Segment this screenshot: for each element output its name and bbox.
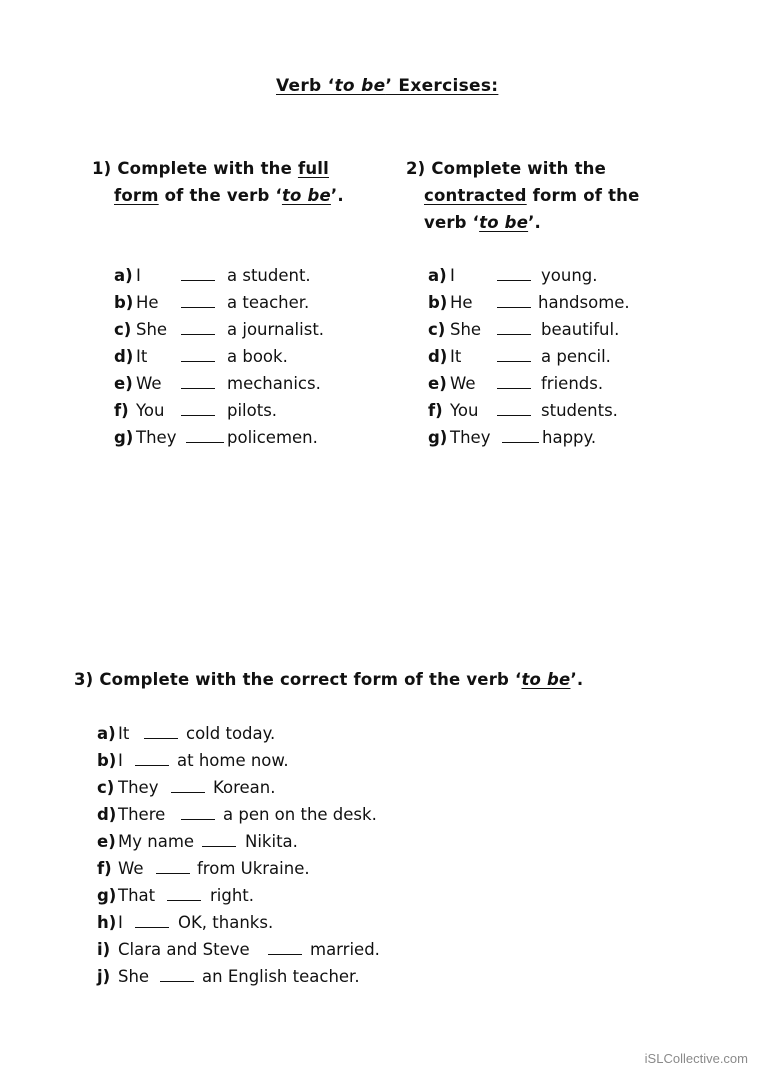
answer-blank[interactable] [181, 397, 215, 416]
item-rest: Nikita. [245, 832, 298, 851]
item-subject: I [118, 913, 123, 932]
answer-blank[interactable] [202, 828, 236, 847]
section1-line2-underlined: form [114, 186, 159, 205]
item-subject: My name [118, 832, 195, 851]
item-rest: right. [210, 886, 255, 905]
item-subject: It [118, 724, 130, 743]
answer-blank[interactable] [144, 720, 178, 739]
item-subject: Clara and Steve [118, 940, 250, 959]
item-subject: We [118, 859, 144, 878]
item-subject: He [450, 293, 473, 312]
item-letter: g) [97, 886, 117, 905]
answer-blank[interactable] [160, 963, 194, 982]
item-subject: It [450, 347, 462, 366]
item-letter: a) [428, 266, 447, 285]
item-rest: married. [310, 940, 380, 959]
item-rest: cold today. [186, 724, 276, 743]
item-letter: g) [428, 428, 448, 447]
answer-blank[interactable] [181, 262, 215, 281]
item-letter: f) [97, 859, 112, 878]
item-subject: They [136, 428, 177, 447]
item-rest: friends. [541, 374, 604, 393]
section2-line3-em: to be [479, 213, 529, 232]
watermark: iSLCollective.com [644, 1051, 748, 1066]
item-rest: beautiful. [541, 320, 620, 339]
item-subject: We [136, 374, 162, 393]
item-letter: c) [114, 320, 132, 339]
answer-blank[interactable] [497, 370, 531, 389]
answer-blank[interactable] [181, 343, 215, 362]
item-letter: f) [428, 401, 443, 420]
item-letter: b) [428, 293, 448, 312]
section1-line1-underlined: full [297, 159, 329, 178]
section2-number: 2) [406, 159, 426, 178]
section3-line-em: to be [521, 670, 571, 689]
item-subject: She [136, 320, 168, 339]
section2-line2-post: form of the [526, 186, 640, 205]
item-rest: a pen on the desk. [223, 805, 377, 824]
item-subject: There [118, 805, 166, 824]
item-rest: students. [541, 401, 618, 420]
answer-blank[interactable] [186, 424, 224, 443]
answer-blank[interactable] [181, 370, 215, 389]
item-subject: We [450, 374, 476, 393]
item-rest: mechanics. [227, 374, 321, 393]
title-text-em: to be [334, 76, 386, 96]
section3-line-pre: Complete with the correct form of the verb ‘ [99, 670, 522, 689]
title-text-post: ’ Exercises: [385, 76, 499, 96]
item-rest: from Ukraine. [197, 859, 310, 878]
item-rest: a teacher. [227, 293, 310, 312]
item-subject: I [118, 751, 123, 770]
item-rest: young. [541, 266, 598, 285]
item-letter: j) [97, 967, 111, 986]
answer-blank[interactable] [181, 316, 215, 335]
answer-blank[interactable] [181, 289, 215, 308]
answer-blank[interactable] [181, 801, 215, 820]
item-letter: b) [114, 293, 134, 312]
section2-line3-post: ’. [528, 213, 542, 232]
item-letter: e) [97, 832, 116, 851]
item-rest: pilots. [227, 401, 278, 420]
section1-instructions [92, 155, 344, 209]
item-subject: I [450, 266, 455, 285]
section2-line3-pre: verb ‘ [424, 213, 480, 232]
answer-blank[interactable] [497, 397, 531, 416]
item-rest: a book. [227, 347, 288, 366]
item-rest: policemen. [227, 428, 318, 447]
answer-blank[interactable] [156, 855, 190, 874]
item-rest: a student. [227, 266, 311, 285]
section3-number: 3) [74, 670, 94, 689]
item-letter: i) [97, 940, 111, 959]
section3-line-post: ’. [570, 670, 584, 689]
item-letter: a) [97, 724, 116, 743]
item-subject: He [136, 293, 159, 312]
section2-line2-underlined: contracted [424, 186, 527, 205]
section1-line2-post: ’. [330, 186, 344, 205]
section1-line2-mid: of the verb ‘ [158, 186, 282, 205]
item-letter: h) [97, 913, 117, 932]
item-rest: handsome. [538, 293, 630, 312]
item-letter: c) [428, 320, 446, 339]
item-letter: c) [97, 778, 115, 797]
item-letter: d) [114, 347, 134, 366]
section1-number: 1) [92, 159, 112, 178]
item-subject: You [136, 401, 165, 420]
item-letter: a) [114, 266, 133, 285]
title-text-pre: Verb ‘ [276, 76, 335, 96]
item-letter: f) [114, 401, 129, 420]
item-subject: That [118, 886, 156, 905]
item-rest: a pencil. [541, 347, 611, 366]
item-rest: happy. [542, 428, 597, 447]
item-subject: She [450, 320, 482, 339]
answer-blank[interactable] [171, 774, 205, 793]
item-letter: e) [114, 374, 133, 393]
item-subject: They [450, 428, 491, 447]
item-subject: You [450, 401, 479, 420]
answer-blank[interactable] [497, 262, 531, 281]
item-letter: e) [428, 374, 447, 393]
item-letter: g) [114, 428, 134, 447]
answer-blank[interactable] [268, 936, 302, 955]
item-rest: a journalist. [227, 320, 325, 339]
item-rest: at home now. [177, 751, 289, 770]
item-subject: I [136, 266, 141, 285]
section2-instructions [406, 155, 640, 236]
section3-instructions [74, 666, 583, 693]
section2-line1: Complete with the [431, 159, 606, 178]
page-title [276, 76, 498, 96]
answer-blank[interactable] [135, 909, 169, 928]
item-letter: b) [97, 751, 117, 770]
answer-blank[interactable] [497, 289, 531, 308]
item-subject: It [136, 347, 148, 366]
item-letter: d) [428, 347, 448, 366]
item-subject: She [118, 967, 150, 986]
answer-blank[interactable] [135, 747, 169, 766]
section1-line2-em: to be [281, 186, 331, 205]
item-rest: OK, thanks. [178, 913, 274, 932]
answer-blank[interactable] [497, 316, 531, 335]
item-subject: They [118, 778, 159, 797]
item-letter: d) [97, 805, 117, 824]
answer-blank[interactable] [502, 424, 539, 443]
answer-blank[interactable] [497, 343, 531, 362]
section1-line1-pre: Complete with the [117, 159, 298, 178]
answer-blank[interactable] [167, 882, 201, 901]
item-rest: an English teacher. [202, 967, 360, 986]
item-rest: Korean. [213, 778, 276, 797]
